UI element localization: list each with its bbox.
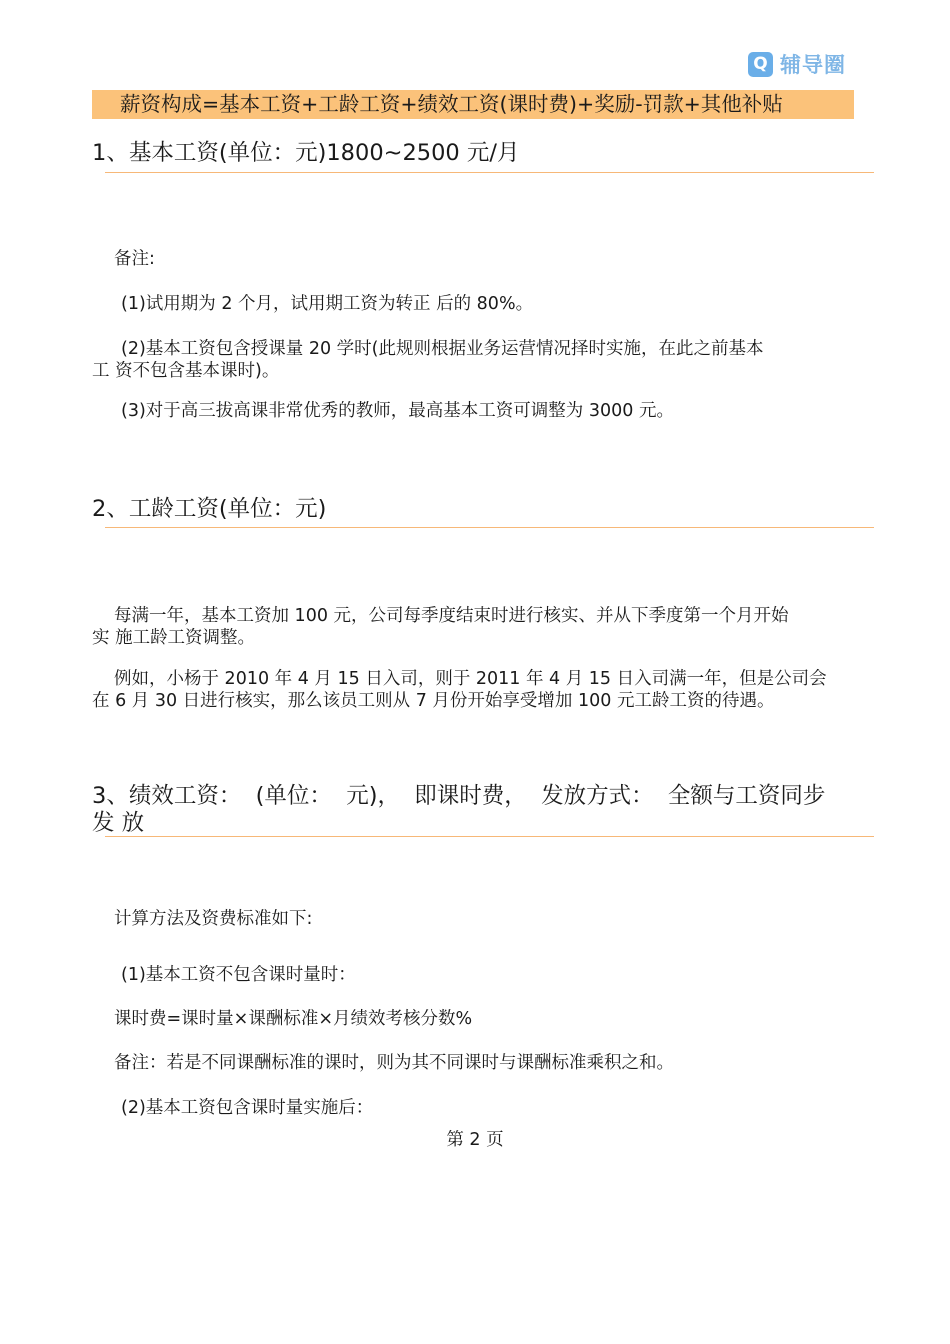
section3-heading: 3、绩效工资： (单位： 元)， 即课时费， 发放方式： 全额与工资同步: [92, 783, 826, 809]
section1-item-3: (3)对于高三拔高课非常优秀的教师，最高基本工资可调整为 3000 元。: [121, 401, 674, 421]
section1-item-2: (2)基本工资包含授课量 20 学时(此规则根据业务运营情况择时实施，在此之前基本: [121, 339, 764, 359]
section2-paragraph-2: 例如，小杨于 2010 年 4 月 15 日入司，则于 2011 年 4 月 15 日入司满一年，但是公司会: [114, 669, 827, 689]
page-number: 第 2 页: [446, 1130, 504, 1150]
section2-divider: [105, 527, 874, 528]
section2-paragraph-2-cont: 在 6 月 30 日进行核实，那么该员工则从 7 月份开始享受增加 100 元工龄工资的待遇。: [92, 691, 775, 711]
section3-formula: 课时费=课时量×课酬标准×月绩效考核分数%: [114, 1009, 473, 1029]
section1-divider: [105, 172, 874, 173]
section3-divider: [105, 836, 874, 837]
section3-case-2: (2)基本工资包含课时量实施后：: [121, 1098, 374, 1118]
section2-heading: 2、工龄工资(单位：元): [92, 496, 327, 522]
brand-logo: [748, 50, 846, 78]
section3-calc-intro: 计算方法及资费标准如下:: [114, 909, 313, 929]
logo-text: 辅导圈: [780, 53, 846, 77]
section2-paragraph-1: 每满一年，基本工资加 100 元，公司每季度结束时进行核实、并从下季度第一个月开始: [114, 606, 789, 626]
section2-paragraph-1-cont: 实 施工龄工资调整。: [92, 628, 256, 648]
section1-item-1: (1)试用期为 2 个月，试用期工资为转正 后的 80%。: [121, 294, 534, 314]
salary-formula-banner: 薪资构成=基本工资+工龄工资+绩效工资(课时费)+奖励-罚款+其他补贴: [92, 90, 854, 119]
section1-item-2-cont: 工 资不包含基本课时)。: [92, 361, 280, 381]
section3-note: 备注：若是不同课酬标准的课时，则为其不同课时与课酬标准乘积之和。: [114, 1053, 674, 1073]
section3-heading-cont: 发 放: [92, 810, 145, 836]
logo-q-icon: Q: [748, 52, 773, 77]
section1-heading: 1、基本工资(单位：元)1800~2500 元/月: [92, 140, 520, 166]
section1-note-label: 备注:: [114, 249, 155, 269]
section3-case-1: (1)基本工资不包含课时量时：: [121, 965, 356, 985]
